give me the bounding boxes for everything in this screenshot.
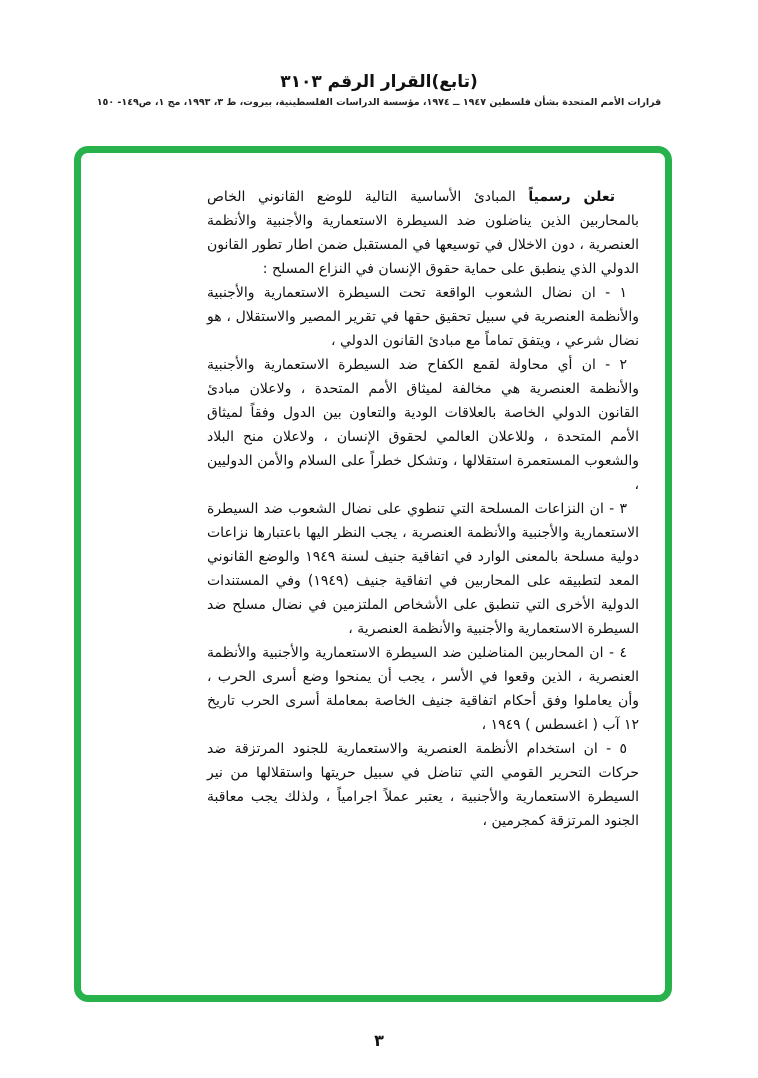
- source-citation: قرارات الأمم المتحدة بشأن فلسطين ١٩٤٧ ــ ١٩٧٤، مؤسسة الدراسات الفلسطينية، بيروت، ط ٣، ١٩٩٣، مج ١، ص١٤٩- ١٥٠: [96, 97, 662, 108]
- page-number: ٣: [374, 1031, 384, 1050]
- resolution-body-text: [207, 185, 639, 833]
- intro-rest: المبادئ الأساسية التالية للوضع القانوني الخاص بالمحاربين الذين يناضلون ضد السيطرة الاستعمارية والأجنبية والأنظمة العنصرية ، دون الاخلال في توسيعها في المستقبل ضمن اطار تطور القانون الدولي الذي ينطبق على حماية حقوق الإنسان في النزاع المسلح :: [207, 189, 639, 277]
- resolution-title: (تابع)القرار الرقم ٣١٠٣: [280, 72, 478, 92]
- resolution-item-4: ٤ - ان المحاربين المناضلين ضد السيطرة الاستعمارية والأجنبية والأنظمة العنصرية ، الذين وقعوا في الأسر ، يجب أن يمنحوا وضع أسرى الحرب ، وأن يعاملوا وفق أحكام اتفاقية جنيف الخاصة بمعاملة أسرى الحرب تاريخ ١٢ آب ( اغسطس ) ١٩٤٩ ،: [207, 645, 639, 733]
- page-header: [0, 72, 758, 108]
- green-border-frame: [74, 146, 672, 1002]
- intro-lead-bold: تعلن رسمياً: [528, 189, 615, 205]
- resolution-item-1: ١ - ان نضال الشعوب الواقعة تحت السيطرة الاستعمارية والأجنبية والأنظمة العنصرية في سبيل تحقيق حقها في تقرير المصير والاستقلال ، هو نضال شرعي ، ويتفق تماماً مع مبادئ القانون الدولي ،: [207, 285, 639, 349]
- intro-paragraph: [207, 185, 639, 281]
- resolution-item-3: ٣ - ان النزاعات المسلحة التي تنطوي على نضال الشعوب ضد السيطرة الاستعمارية والأجنبية والأنظمة العنصرية ، يجب النظر اليها باعتبارها نزاعات دولية مسلحة بالمعنى الوارد في اتفاقية جنيف لسنة ١٩٤٩ والوضع القانوني المعد لتطبيقه على المحاربين في اتفاقية جنيف (١٩٤٩) وفي المستندات الدولية الأخرى التي تنطبق على الأشخاص الملتزمين في نضال مسلح ضد السيطرة الاستعمارية والأجنبية والأنظمة العنصرية ،: [207, 501, 639, 637]
- resolution-item-2: ٢ - ان أي محاولة لقمع الكفاح ضد السيطرة الاستعمارية والأجنبية والأنظمة العنصرية هي مخالفة لميثاق الأمم المتحدة ، ولاعلان مبادئ القانون الدولي الخاصة بالعلاقات الودية والتعاون بين الدول وفقاً لميثاق الأمم المتحدة ، وللاعلان العالمي لحقوق الإنسان ، ولاعلان منح البلاد والشعوب المستعمرة استقلالها ، وتشكل خطراً على السلام والأمن الدوليين ،: [207, 357, 639, 493]
- resolution-item-5: ٥ - ان استخدام الأنظمة العنصرية والاستعمارية للجنود المرتزقة ضد حركات التحرير القومي التي تناضل في سبيل حريتها واستقلالها من نير السيطرة الاستعمارية والأجنبية ، يعتبر عملاً اجرامياً ، ولذلك يجب معاقبة الجنود المرتزقة كمجرمين ،: [207, 741, 639, 829]
